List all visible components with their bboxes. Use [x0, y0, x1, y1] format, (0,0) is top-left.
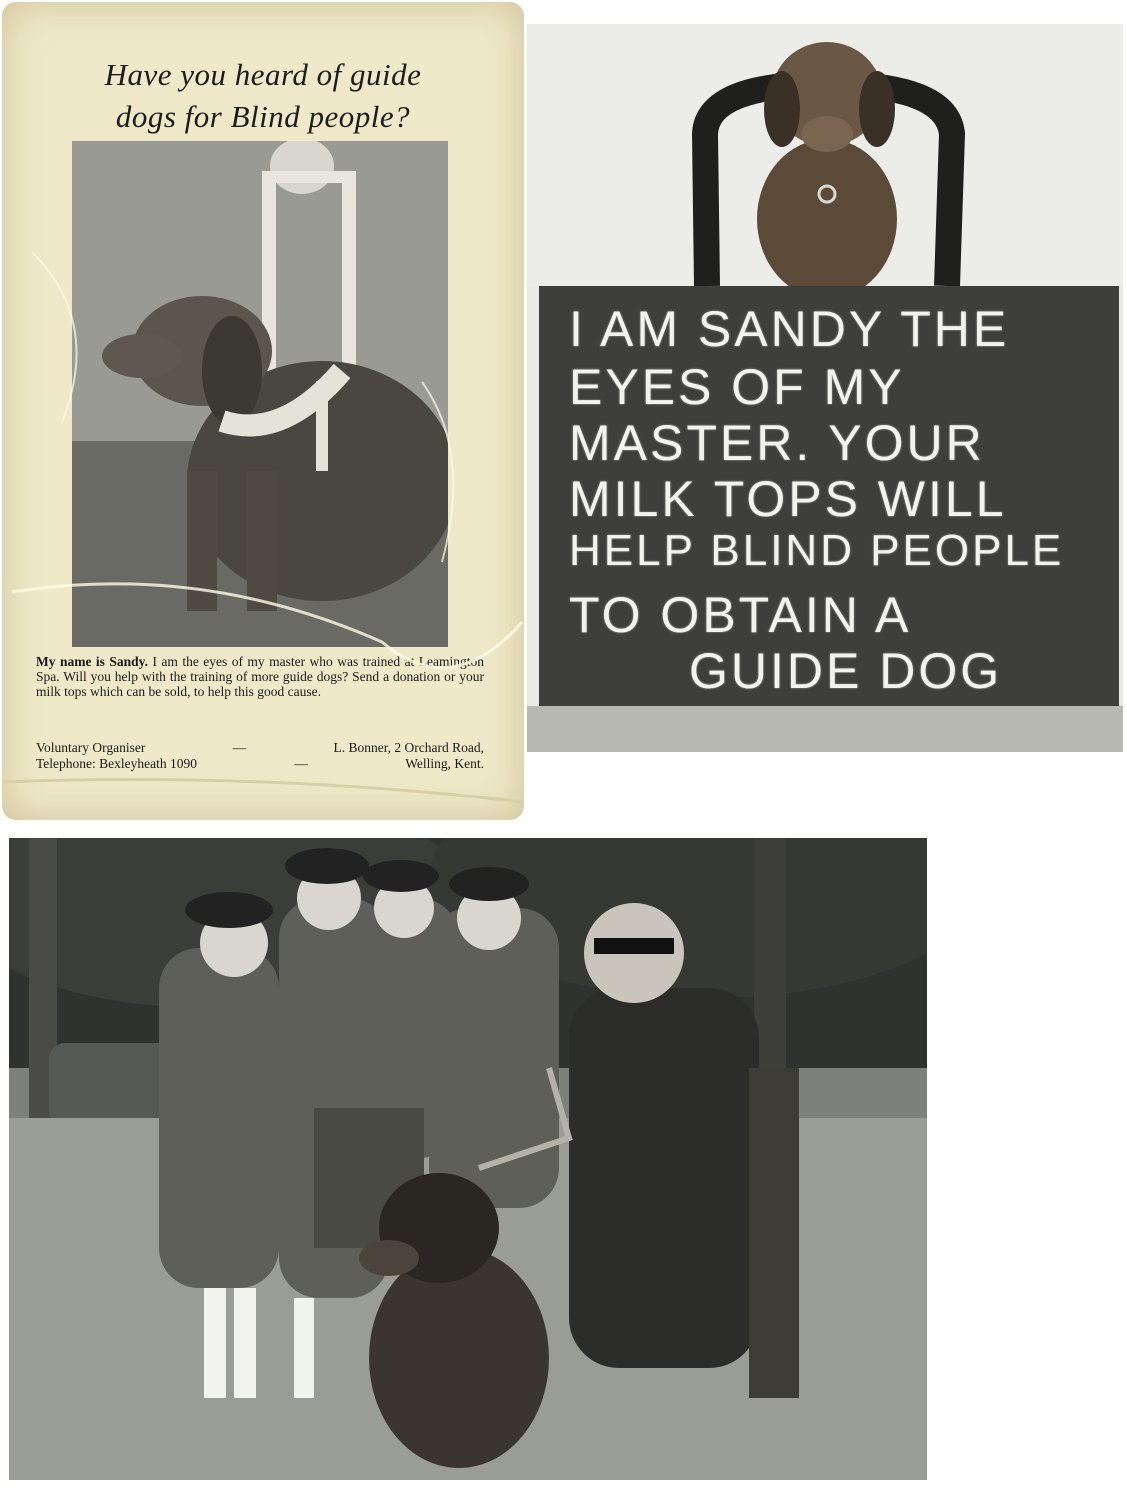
- postcard-footer: [36, 740, 484, 772]
- sandy-chalkboard-photo: [527, 24, 1123, 752]
- postcard-message: [36, 654, 484, 699]
- postcard-headline: [2, 54, 524, 138]
- chalkboard: [539, 286, 1119, 706]
- guides-with-guide-dog-photo: [9, 838, 927, 1480]
- postcard-message-lead: My name is Sandy.: [36, 654, 148, 669]
- organiser-town: Welling, Kent.: [405, 756, 484, 771]
- guide-dog-appeal-postcard: [2, 2, 524, 820]
- chalk-line-5: HELP BLIND PEOPLE: [569, 526, 1065, 575]
- chalk-line-4: MILK TOPS WILL: [569, 471, 1007, 527]
- footer-dash-2: —: [294, 756, 308, 771]
- organiser-label: Voluntary Organiser: [36, 740, 146, 755]
- headline-line-2: dogs for Blind people?: [115, 99, 411, 134]
- chalk-line-6: TO OBTAIN A: [569, 587, 912, 643]
- chalk-line-3: MASTER. YOUR: [569, 415, 985, 471]
- chalk-line-1: I AM SANDY THE: [569, 301, 1010, 357]
- chalk-line-2: EYES OF MY: [569, 359, 905, 415]
- organiser-telephone: Telephone: Bexleyheath 1090: [36, 756, 198, 771]
- sandy-in-harness-illustration: [72, 141, 448, 647]
- footer-dash-1: —: [232, 740, 247, 755]
- sandy-on-chair-illustration: [527, 24, 1123, 286]
- headline-line-1: Have you heard of guide: [104, 57, 422, 92]
- organiser-address: L. Bonner, 2 Orchard Road,: [333, 740, 484, 755]
- chalk-line-7: GUIDE DOG: [689, 643, 1003, 699]
- ground: [527, 706, 1123, 752]
- girl-guides-man-and-dog-illustration: [9, 838, 927, 1480]
- postcard-dog-photo: [72, 141, 448, 647]
- postcard-message-text: I am the eyes of my master who was trained at Leamington Spa. Will you help with the training of more guide dogs? Send a donation or your milk tops which can be sold, to help this good cause.: [36, 654, 484, 699]
